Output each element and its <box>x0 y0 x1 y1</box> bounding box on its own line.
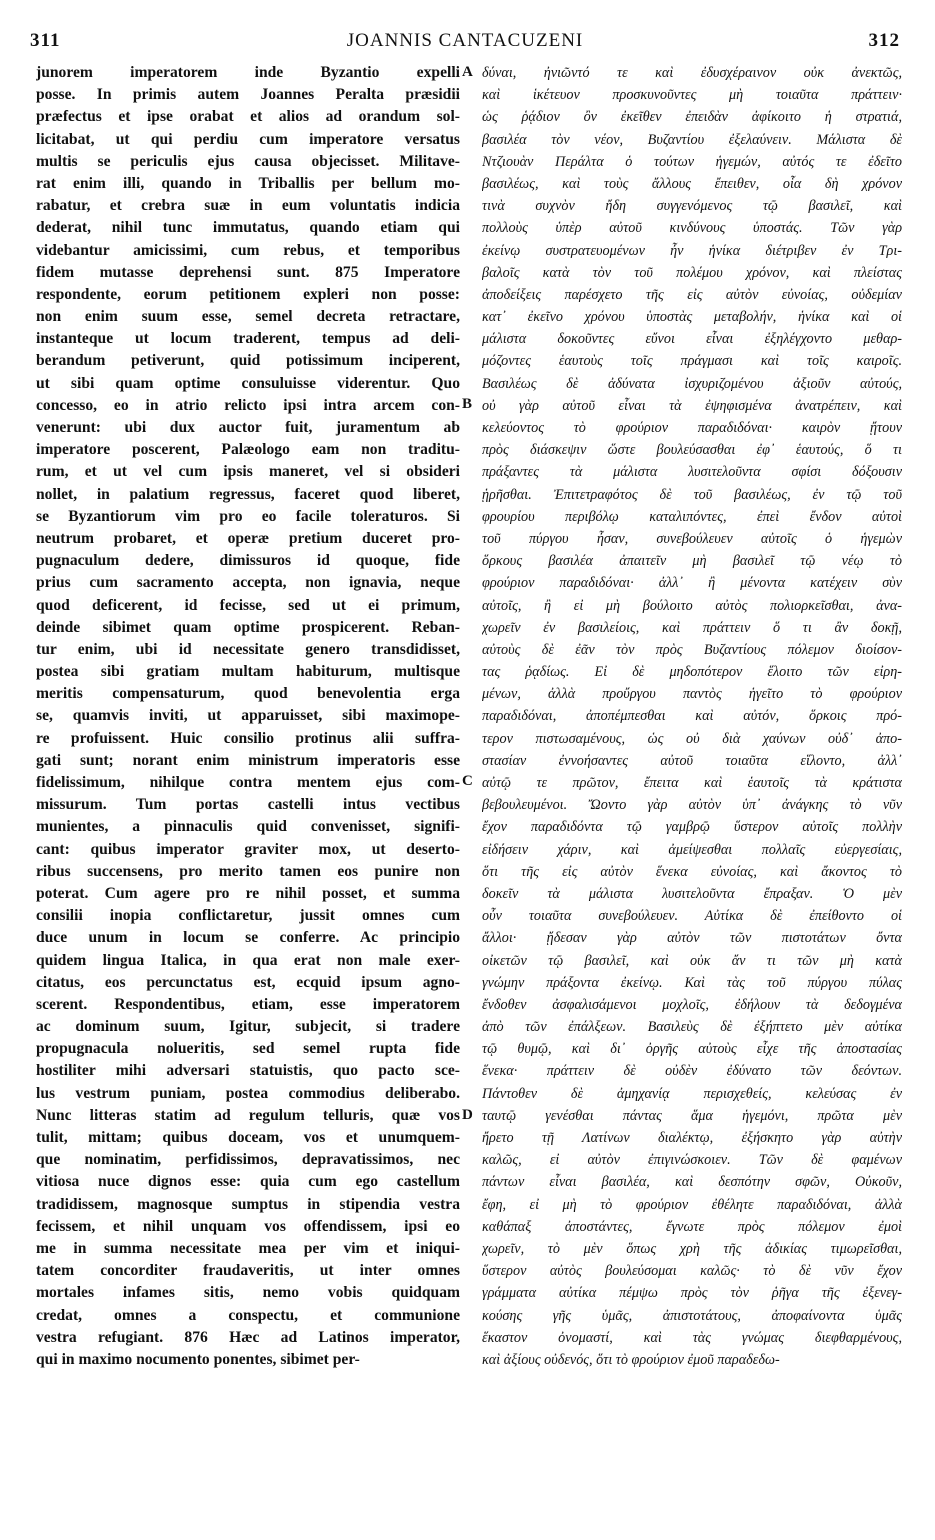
greek-text-line: βαλοῖς κατὰ τὸν τοῦ πολέμου χρόνον, καὶ πλείστας <box>482 264 902 281</box>
greek-text-line: κούσης γῆς ὑμᾶς, ἀπιστοτάτους, ἀποφαίνοντα ὑμᾶς <box>482 1307 902 1324</box>
greek-text-line: ἤρετο τῇ Λατίνων διαλέκτῳ, ἐξήσκητο γὰρ αὐτὴν <box>482 1130 902 1146</box>
page-number-left: 311 <box>30 30 61 51</box>
latin-text-line: quidem lingua Italica, in qua erat non male exer- <box>36 951 460 969</box>
greek-text-line: φρουρίου περιβόλῳ καταλιπόντες, ἐπεὶ ἔνδον αὐτοὶ <box>482 508 902 525</box>
latin-text-line: duce unum in locum se conferre. Ac principio <box>36 929 460 947</box>
latin-text-line: tur enim, ubi id necessitate genero transdidisset, <box>36 640 460 658</box>
greek-text-line: στασίαν ἐννοήσαντες αὐτοῦ τοιαῦτα εἵλοντο, ἀλλ᾿ <box>482 752 902 769</box>
greek-text-line: τινὰ συχνὸν ἤδη συγγενόμενος τῷ βασιλεῖ, καὶ <box>482 198 902 215</box>
margin-marker-b: B <box>462 396 473 412</box>
greek-text-line: ὡς ῥᾴδιον ὂν ἐκεῖθεν ἐπειδὰν ἀφίκοιτο ἡ στρατιά, <box>482 109 902 126</box>
greek-text-line: εἰδήσειν χάριν, καὶ ἀμείψεσθαι πολλαῖς εὐεργεσίαις, <box>482 841 902 858</box>
latin-text-line: scerent. Respondentibus, etiam, esse imperatorem <box>36 995 460 1013</box>
greek-text-line: φρούριον παραδιδόναι· ἀλλ᾿ ἢ μένοντα κατέχειν σὺν <box>482 575 902 592</box>
latin-text-line: tulit, mittam; quibus doceam, vos et unumquem- <box>36 1129 460 1146</box>
latin-text-line: rabatur, et crebra suæ in eum voluntatis indicia <box>36 197 460 215</box>
latin-text-line: gati sunt; norant enim ministrum imperatoris esse <box>36 751 460 769</box>
latin-text-line: poterat. Cum agere pro re nihil posset, et summa <box>36 884 460 902</box>
greek-text-line: χωρεῖν ἐν βασιλείοις, καὶ πράττειν ὅ τι ἂν δοκῇ, <box>482 619 902 636</box>
latin-text-line: meritis compensaturum, quod benevolentia erga <box>36 685 460 703</box>
greek-text-line: ἔφη, εἰ μὴ τὸ φρούριον ἐθέλητε παραδιδόναι, ἀλλὰ <box>482 1196 902 1213</box>
latin-text-line: vestra refugiant. 876 Hæc ad Latinos imperator, <box>36 1328 460 1346</box>
latin-text-line: venerunt: ubi dux auctor fuit, juramentum ab <box>36 419 460 436</box>
greek-text-line: ἕνεκα· πράττειν δὲ οὐδὲν ἐδύνατο τῶν δεόντων. <box>482 1063 902 1080</box>
margin-marker-d: D <box>462 1107 473 1123</box>
greek-text-line: ἔχον παραδιδόντα τῷ γαμβρῷ ὕστερον αὐτοῖς πολλὴν <box>482 819 902 836</box>
greek-text-line: μένων, ἀλλὰ προὔργου παντὸς ἡγεῖτο τὸ φρούριον <box>482 686 902 703</box>
latin-text-line: ribus succensens, pro merito tamen eos punire non <box>36 862 460 880</box>
latin-text-line: non enim suum esse, semel decreta retractare, <box>36 308 460 326</box>
greek-text-line: αὐτοὺς δὲ ἐᾶν τὸν πρὸς Βυζαντίους πόλεμον διοίσον- <box>482 641 902 658</box>
latin-text-line: rum, et ut vel cum ipsis maneret, vel si obsideri <box>36 463 460 481</box>
page-number-right: 312 <box>868 30 900 51</box>
greek-text-line: ταυτῷ γενέσθαι πάντας ἅμα ἡγεμόνι, πρῶτα μὲν <box>482 1107 902 1124</box>
latin-text-line: berandum petiverunt, quid potissimum inciperent, <box>36 352 460 370</box>
greek-text-line: πράξαντες τὰ μάλιστα λυσιτελοῦντα σφίσι δόξουσιν <box>482 464 902 481</box>
greek-text-line: ἕκαστον ὀνομαστί, καὶ τὰς γνώμας διεφθαρμένους, <box>482 1329 902 1346</box>
greek-text-line: κελεύοντος τὸ φρούριον παραδιδόναι· καιρὸν ᾔτουν <box>482 420 902 436</box>
page-header <box>30 30 900 54</box>
greek-text-line: Πάντοθεν δὲ ἀμηχανίᾳ περισχεθείς, κελεύσας ἐν <box>482 1085 902 1102</box>
greek-text-line: Ντζιουὰν Περάλτα ὁ τούτων ἡγεμών, αὐτός τε ἐδεῖτο <box>482 153 902 170</box>
latin-text-line: neutrum probaret, et operæ pretium duceret pro- <box>36 529 460 547</box>
greek-text-line: βασιλέως, καὶ τοὺς ἄλλους ἔπειθεν, οἷα δὴ χρόνον <box>482 175 902 192</box>
running-title: JOANNIS CANTACUZENI <box>346 30 584 51</box>
latin-text-line: tatem concorditer fraudaveritis, ut inter omnes <box>36 1262 460 1280</box>
greek-text-line: καλῶς, εἰ αὐτὸν ἐπιγινώσκοιεν. Τῶν δὲ φαμένων <box>482 1152 902 1169</box>
latin-text-line: præfectus et ipse orabat et alios ad orandum sol- <box>36 108 460 126</box>
latin-text-line: propugnacula nolueritis, sed semel rupta fide <box>36 1040 460 1058</box>
latin-text-line: fecissem, et nihil unquam vos offendissem, ipsi eo <box>36 1217 460 1235</box>
greek-text-line: τερον πιστωσαμένους, ὡς οὐ διὰ χαύνων οὐδ᾿ ἀπο- <box>482 730 902 747</box>
latin-text-line: rat enim illi, quando in Triballis per bellum mo- <box>36 174 460 192</box>
latin-text-line: dederat, nihil tunc immutatus, quando etiam qui <box>36 219 460 237</box>
latin-text-line: multis se periculis ejus causa objecisset. Militave- <box>36 152 460 170</box>
greek-text-line: καὶ ἱκέτευον προσκυνοῦντες μὴ τοιαῦτα πράττειν· <box>482 87 902 104</box>
greek-text-line: μάλιστα δοκοῦντες εὔνοι εἶναι ἐξηλέγχοντο μεθαρ- <box>482 331 902 348</box>
greek-text-line: ἐκείνῳ συστρατευομένων ἦν ἡνίκα διέτριβεν ἐν Τρι- <box>482 242 902 259</box>
latin-text-line: qui in maximo nocumento ponentes, sibimet per- <box>36 1350 360 1368</box>
greek-text-line: πολλοὺς ὑπὲρ αὐτοῦ κινδύνους ὑποστάς. Τῶν γὰρ <box>482 220 902 237</box>
greek-text-line: ὅρκους βασιλέα ἀπαιτεῖν μὴ βασιλεῖ τῷ νέῳ τὸ <box>482 553 902 570</box>
latin-text-line: posse. In primis autem Joannes Peralta præsidii <box>36 86 460 104</box>
latin-column <box>36 62 460 1371</box>
greek-text-line: ἀπὸ τῶν ἐπάλξεων. Βασιλεὺς δὲ ἐξήπτετο μὲν αὐτίκα <box>482 1019 902 1036</box>
latin-text-line: munientes, a pinnaculis quid convenisset, signifi- <box>36 818 460 836</box>
latin-text-line: quod deficerent, id fecisse, sed ut ei primum, <box>36 596 460 614</box>
greek-text-line: ἄλλοι· ᾔδεσαν γὰρ αὐτὸν τῶν πιστοτάτων ὄντα <box>482 930 902 947</box>
greek-text-line: αὐτοῖς, ἢ εἰ μὴ βούλοιτο αὐτὸς πολιορκεῖσθαι, ἀνα- <box>482 597 902 614</box>
greek-text-line: κατ᾿ ἐκεῖνο χρόνου ὑποστὰς μεταβολήν, ἡνίκα καὶ οἱ <box>482 309 902 326</box>
latin-text-line: licitabat, ut qui perdiu cum imperatore versatus <box>36 130 460 148</box>
margin-marker-c: C <box>462 773 473 789</box>
latin-text-line: credat, omnes a conspectu, et communione <box>36 1306 460 1324</box>
greek-text-line: βεβουλευμένοι. Ὤοντο γὰρ αὐτὸν ὑπ᾿ ἀνάγκης τὸ νῦν <box>482 797 902 814</box>
greek-text-line: οὖν τοιαῦτα συνεβούλευεν. Αὐτίκα δὲ ἐπείθοντο οἱ <box>482 908 902 925</box>
greek-text-line: οἰκετῶν τῷ βασιλεῖ, καὶ οὐκ ἄν τι τῶν μὴ κατὰ <box>482 952 902 969</box>
latin-text-line: consilii inopia conflictaretur, jussit omnes cum <box>36 907 460 925</box>
greek-text-line: καὶ ἀξίους οὐδενός, ὅτι τὸ φρούριον ἐμοῦ παραδεδω- <box>482 1351 780 1368</box>
greek-text-line: βασιλέα τὸν νέον, Βυζαντίου ἐξελαύνειν. Μάλιστα δὲ <box>482 131 902 148</box>
greek-text-line: πάντων εἶναι βασιλέα, καὶ δεσπότην σφῶν, Οὐκοῦν, <box>482 1174 902 1191</box>
latin-text-line: respondente, eorum petitionem expleri non posse: <box>36 285 460 303</box>
latin-text-line: junorem imperatorem inde Byzantio expelli <box>36 64 460 81</box>
greek-text-line: οὐ γὰρ αὐτοῦ εἶναι τὰ ἐψηφισμένα ἀνατρέπειν, καὶ <box>482 397 902 414</box>
margin-marker-a: A <box>462 64 473 80</box>
latin-text-line: imperatore poscerent, Palæologo eam non traditu- <box>36 441 460 459</box>
latin-text-line: cant: quibus imperator graviter mox, ut deserto- <box>36 840 460 858</box>
greek-text-line: Βασιλέως δὲ ἀδύνατα ἰσχυριζομένου ἀξιοῦν αὐτούς, <box>482 375 902 392</box>
latin-text-line: lus vestrum puniam, postea commodius deliberabo. <box>36 1084 460 1102</box>
latin-text-line: vitiosa nuce dignos esse: quia cum ego castellum <box>36 1173 460 1191</box>
latin-text-line: videbantur amicissimi, cum rebus, et temporibus <box>36 241 460 259</box>
greek-text-line: τῷ θυμῷ, καὶ δι᾿ ὀργῆς αὐτοὺς εἶχε τῆς ἀποστασίας <box>482 1041 902 1058</box>
latin-text-line: ut sibi quam optime consuluisse viderentur. Quo <box>36 374 460 392</box>
latin-text-line: tradidissem, magnosque sumptus in stipendia vestra <box>36 1195 460 1213</box>
latin-text-line: missurum. Tum portas castelli intus vectibus <box>36 796 460 814</box>
greek-text-line: αὐτῷ τε πρῶτον, ἔπειτα καὶ ἑαυτοῖς τὰ κράτιστα <box>482 775 902 791</box>
greek-text-line: τοῦ πύργου ἦσαν, συνεβούλευεν αὐτοῖς ὁ ἡγεμὼν <box>482 530 902 547</box>
greek-text-line: χωρεῖν, τὸ μὲν ὅπως χρὴ τῆς ἀδικίας τιμωρεῖσθαι, <box>482 1240 902 1257</box>
latin-text-line: mortales infames sitis, nemo vobis quidquam <box>36 1284 460 1302</box>
latin-text-line: postea sibi gratiam multam habiturum, multisque <box>36 663 460 681</box>
greek-text-line: ἀποδείξεις παρέσχετο τῆς εἰς αὐτὸν εὐνοίας, οὐδεμίαν <box>482 286 902 303</box>
greek-text-line: ἔνδοθεν ἀσφαλισάμενοι μοχλοῖς, ἐδήλουν τὰ δεδογμένα <box>482 996 902 1013</box>
greek-text-line: παραδιδόναι, ἀποπέμπεσθαι καὶ αὐτόν, ὅρκοις πρό- <box>482 708 902 725</box>
latin-text-line: concesso, eo in atrio relicto ipsi intra arcem con- <box>36 396 460 414</box>
latin-text-line: se Byzantiorum vim pro eo facile toleraturos. Si <box>36 507 460 525</box>
greek-text-line: πρὸς διάσκεψιν ὥστε βουλεύσασθαι ἐφ᾿ ἑαυτούς, ὅ τι <box>482 442 902 459</box>
latin-text-line: que nominatim, perfidissimos, depravatissimos, nec <box>36 1151 460 1169</box>
greek-text-line: γράμματα αὐτίκα πέμψω πρὸς τὸν ῥῆγα τῆς ἐξενεγ- <box>482 1285 902 1302</box>
latin-text-line: me in summa necessitate mea per vim et iniqui- <box>36 1239 460 1257</box>
greek-text-line: καθάπαξ ἀποστάντες, ἔγνωτε πρὸς πόλεμον ἐμοὶ <box>482 1218 902 1235</box>
latin-text-line: nollet, in palatium regressus, faceret quod liberet, <box>36 485 460 503</box>
greek-text-line: ὅτι τῆς εἰς αὐτὸν ἕνεκα εὐνοίας, καὶ ἄκοντος τὸ <box>482 863 902 880</box>
latin-text-line: ac dominum suum, Igitur, subjecit, si tradere <box>36 1018 460 1036</box>
greek-text-line: δύναι, ἠνιῶντό τε καὶ ἐδυσχέραινον οὐκ ἀνεκτῶς, <box>482 65 902 81</box>
greek-text-line: δοκεῖν τὰ μάλιστα λυσιτελοῦντα ἔπραξαν. Ὁ μὲν <box>482 885 902 902</box>
latin-text-line: hostiliter mihi adversari statuistis, quo pacto sce- <box>36 1062 460 1080</box>
latin-text-line: se, quamvis inviti, ut apparuisset, sibi maximope- <box>36 707 460 725</box>
greek-text-line: ᾑρῆσθαι. Ἐπιτετραφότος δὲ τοῦ βασιλέως, ἐν τῷ τοῦ <box>482 486 902 503</box>
latin-text-line: citatus, eos percunctatus est, ecquid ipsum agno- <box>36 973 460 991</box>
latin-text-line: instanteque ut locum traderent, tempus ad deli- <box>36 330 460 348</box>
latin-text-line: Nunc litteras statim ad regulum telluris, quæ vos <box>36 1106 460 1124</box>
greek-text-line: γνώμην πράξοντα ἐκείνῳ. Καὶ τὰς τοῦ πύργου πύλας <box>482 974 902 991</box>
greek-text-line: ὕστερον αὐτὸς βουλεύσομαι καλῶς· τὸ δὲ νῦν ἔχον <box>482 1263 902 1280</box>
greek-column <box>482 62 902 1371</box>
latin-text-line: pugnaculum dedere, dimissuros id quoque, fide <box>36 552 460 570</box>
latin-text-line: fidem mutasse deprehensi sunt. 875 Imperatore <box>36 263 460 281</box>
greek-text-line: μόζοντες ἑαυτοὺς τοῖς πράγμασι καὶ τοῖς καιροῖς. <box>482 353 902 370</box>
latin-text-line: re profuissent. Huic consilio protinus alii suffra- <box>36 729 460 747</box>
latin-text-line: prius cum sacramento accepta, non ignavia, neque <box>36 574 460 592</box>
latin-text-line: fidelissimum, nihilque contra mentem ejus com- <box>36 774 460 791</box>
greek-text-line: τας ῥᾳδίως. Εἰ δὲ μηδοπότερον ἕλοιτο τῶν εἰρη- <box>482 664 902 681</box>
latin-text-line: deinde sibimet quam optime prospicerent. Reban- <box>36 618 460 636</box>
